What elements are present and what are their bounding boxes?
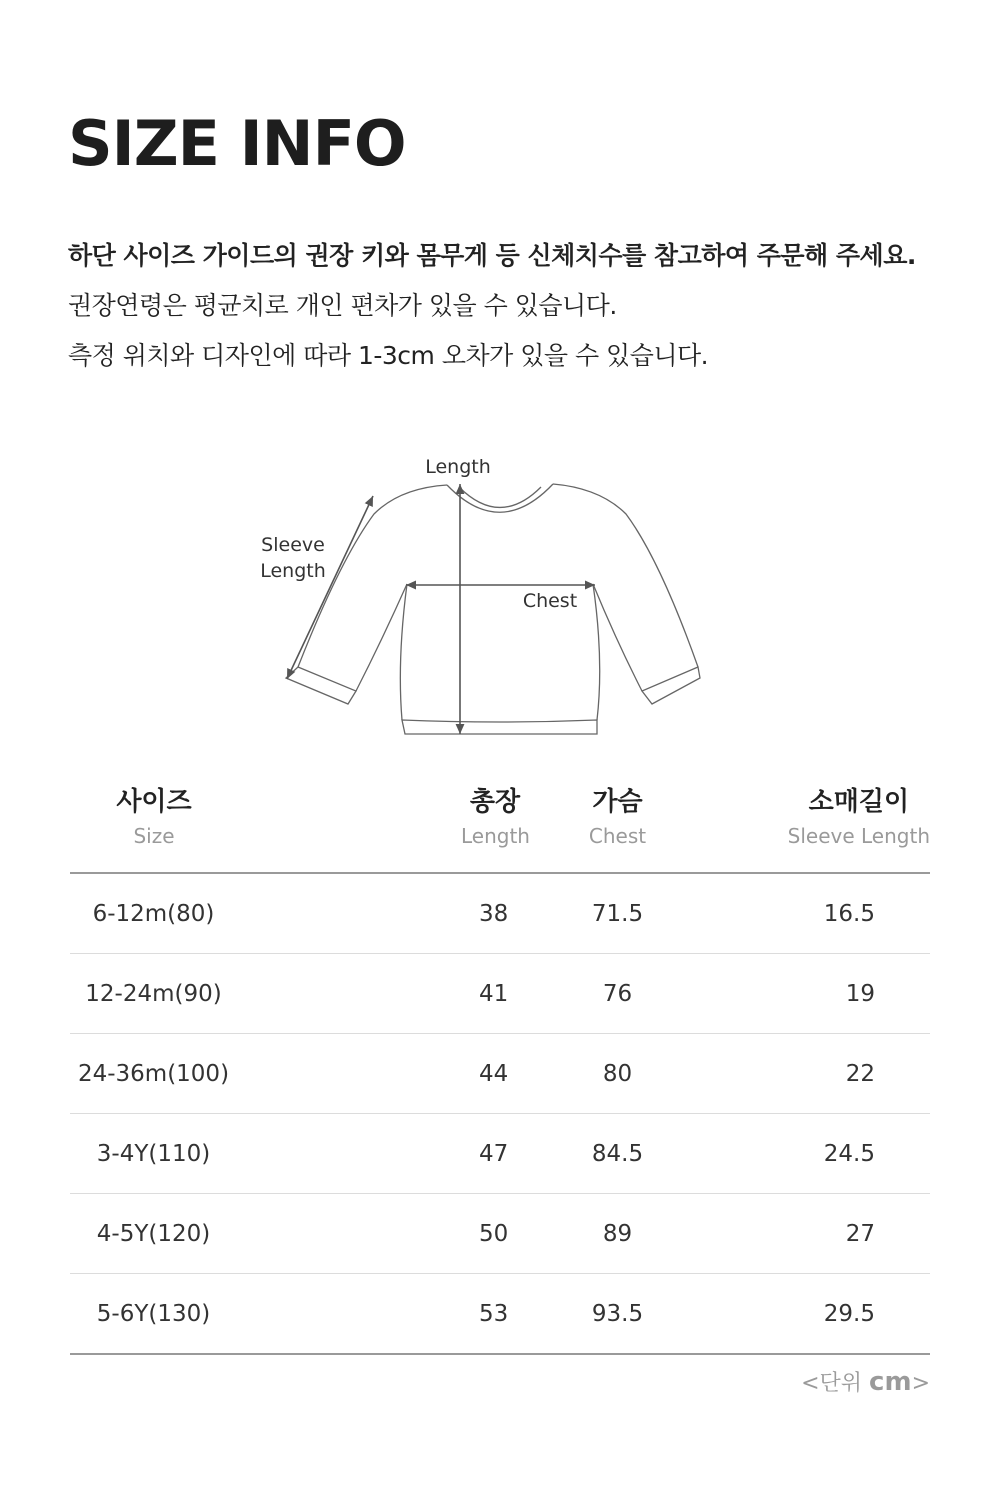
sleeve-label-1: Sleeve <box>261 534 325 556</box>
header-length <box>237 782 554 873</box>
page-title: SIZE INFO <box>68 107 406 180</box>
cell-chest: 80 <box>554 1034 681 1114</box>
cell-length: 41 <box>237 954 554 1034</box>
header-sleeve-ko: 소매길이 <box>808 787 910 817</box>
cell-size: 4-5Y(120) <box>70 1194 237 1274</box>
cell-chest: 89 <box>554 1194 681 1274</box>
header-size-ko: 사이즈 <box>116 787 192 817</box>
cell-size: 6-12m(80) <box>70 873 237 954</box>
unit-suffix: > <box>911 1371 930 1396</box>
cell-size: 3-4Y(110) <box>70 1114 237 1194</box>
table-header-row <box>70 782 930 873</box>
table-row <box>70 1274 930 1355</box>
header-sleeve <box>681 782 930 873</box>
unit-value: cm <box>869 1367 912 1397</box>
description-line-3: 측정 위치와 디자인에 따라 1-3cm 오차가 있을 수 있습니다. <box>68 341 709 370</box>
header-chest <box>554 782 681 873</box>
sleeve-arrow <box>287 496 373 679</box>
header-length-ko: 총장 <box>469 787 521 817</box>
chest-label: Chest <box>522 590 578 612</box>
cell-chest: 71.5 <box>554 873 681 954</box>
cell-size: 24-36m(100) <box>70 1034 237 1114</box>
header-length-en: Length <box>461 824 530 848</box>
cell-sleeve: 27 <box>681 1194 930 1274</box>
cell-length: 47 <box>237 1114 554 1194</box>
cell-sleeve: 19 <box>681 954 930 1034</box>
cell-chest: 93.5 <box>554 1274 681 1355</box>
table-row <box>70 1194 930 1274</box>
cell-length: 50 <box>237 1194 554 1274</box>
size-table <box>70 782 930 1355</box>
cell-length: 44 <box>237 1034 554 1114</box>
cell-chest: 84.5 <box>554 1114 681 1194</box>
garment-outline <box>286 484 700 734</box>
sweatshirt-diagram <box>240 448 740 748</box>
length-label: Length <box>425 456 491 478</box>
header-chest-en: Chest <box>588 824 647 848</box>
cell-sleeve: 29.5 <box>681 1274 930 1355</box>
table-row <box>70 873 930 954</box>
description-line-2: 권장연령은 평균치로 개인 편차가 있을 수 있습니다. <box>68 291 617 320</box>
unit-note <box>801 1366 930 1397</box>
sleeve-label-2: Length <box>260 560 326 582</box>
cell-sleeve: 22 <box>681 1034 930 1114</box>
header-sleeve-en: Sleeve Length <box>787 824 930 848</box>
cell-length: 53 <box>237 1274 554 1355</box>
unit-prefix: <단위 <box>801 1371 870 1396</box>
table-row <box>70 1034 930 1114</box>
table-row <box>70 954 930 1034</box>
cell-size: 5-6Y(130) <box>70 1274 237 1355</box>
header-chest-ko: 가슴 <box>592 787 643 817</box>
table-row <box>70 1114 930 1194</box>
cell-sleeve: 16.5 <box>681 873 930 954</box>
header-size <box>70 782 237 873</box>
cell-length: 38 <box>237 873 554 954</box>
cell-chest: 76 <box>554 954 681 1034</box>
header-size-en: Size <box>133 824 175 848</box>
cell-sleeve: 24.5 <box>681 1114 930 1194</box>
description-line-1: 하단 사이즈 가이드의 권장 키와 몸무게 등 신체치수를 참고하여 주문해 주세요. <box>68 241 916 270</box>
cell-size: 12-24m(90) <box>70 954 237 1034</box>
